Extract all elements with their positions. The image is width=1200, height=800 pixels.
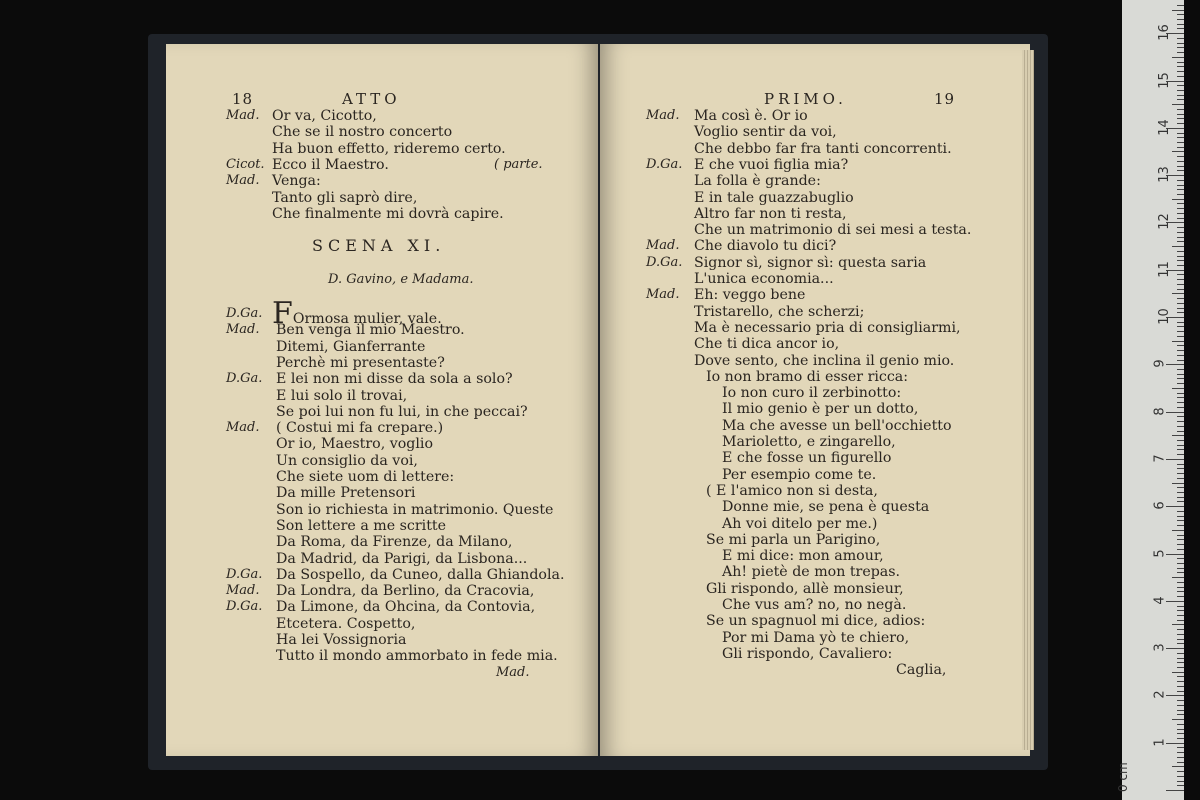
verse-line: Ha lei Vossignoria [276,632,407,648]
ruler-tick [1177,516,1184,517]
verse-line: Che debbo far fra tanti concorrenti. [694,140,952,157]
scene-title: SCENA XI. [312,236,446,255]
verse-line: Etcetera. Cospetto, [276,615,416,632]
ruler-tick [1177,147,1184,148]
ruler-tick [1177,582,1184,583]
ruler-tick [1166,459,1184,460]
verse-line: E che fosse un figurello [722,450,892,467]
ruler-tick [1177,123,1184,124]
ruler-tick [1177,478,1184,479]
ruler-tick [1177,426,1184,427]
verse-line: Che siete uom di lettere: [276,469,455,485]
speaker-label: D.Ga. [226,566,263,582]
ruler-tick [1172,719,1184,720]
verse-line: Da Londra, da Berlino, da Cracovia, [276,583,535,600]
ruler-tick [1177,549,1184,550]
verse-line: E in tale guazzabuglio [694,189,854,206]
running-head: PRIMO. [764,90,847,108]
verse-line: Gli rispondo, allè monsieur, [706,580,904,597]
verse-line: Donne mie, se pena è questa [722,499,930,516]
ruler-tick [1177,620,1184,621]
verse-line: Perchè mi presentaste? [276,354,445,371]
ruler-number: 14 [1156,119,1172,136]
ruler-tick [1177,133,1184,134]
ruler-tick [1172,341,1184,342]
verse-line: Se un spagnuol mi dice, adios: [706,613,926,630]
ruler-tick [1177,686,1184,687]
speaker-label: Mad. [226,173,260,189]
scene-characters: D. Gavino, e Madama. [328,272,474,287]
ruler-tick [1177,383,1184,384]
ruler-tick [1177,185,1184,186]
verse-line: Che vus am? no, no negà. [722,597,907,613]
ruler-tick [1172,10,1184,11]
speaker-label: Mad. [226,583,260,599]
verse-line: Dove sento, che inclina il genio mio. [694,352,955,369]
verse-line: Che diavolo tu dici? [694,238,837,255]
ruler-number: 9 [1152,359,1168,368]
ruler-tick [1166,743,1184,744]
ruler-tick [1166,412,1184,413]
ruler-tick [1177,170,1184,171]
speaker-label: D.Ga. [646,156,683,172]
verse-line: Gli rispondo, Cavaliero: [722,645,893,662]
ruler-tick [1172,435,1184,436]
ruler-tick [1177,445,1184,446]
ruler-tick [1177,752,1184,753]
ruler-tick [1177,705,1184,706]
ruler-tick [1177,213,1184,214]
verse-line: Da Madrid, da Parigi, da Lisbona... [276,550,528,567]
ruler-tick [1177,492,1184,493]
ruler-tick [1177,279,1184,280]
page-number: 18 [232,90,254,108]
ruler-tick [1177,747,1184,748]
ruler-tick [1177,331,1184,332]
ruler-tick [1177,265,1184,266]
ruler-tick [1177,610,1184,611]
verse-line: Che finalmente mi dovrà capire. [272,205,504,222]
ruler-tick [1177,76,1184,77]
drop-cap: F [272,296,293,331]
ruler-tick [1177,369,1184,370]
ruler-tick [1177,634,1184,635]
ruler-tick [1177,5,1184,6]
verse-line: Ma è necessario pria di consigliarmi, [694,319,961,336]
ruler-tick [1177,355,1184,356]
ruler-tick [1177,606,1184,607]
verse-line: Venga: [272,173,321,190]
ruler-tick [1177,591,1184,592]
ruler-tick [1177,232,1184,233]
ruler-tick [1177,587,1184,588]
ruler-tick [1172,766,1184,767]
ruler-tick [1177,208,1184,209]
ruler-tick [1172,151,1184,152]
verse-line: E lui solo il trovai, [276,387,408,404]
ruler-tick [1177,118,1184,119]
verse-line: E lei non mi disse da sola a solo? [276,371,513,388]
verse-line: Per esempio come te. [722,466,877,483]
ruler-tick [1177,710,1184,711]
ruler-tick [1177,454,1184,455]
ruler-tick [1177,19,1184,20]
ruler-tick [1177,729,1184,730]
ruler-tick [1177,643,1184,644]
ruler-tick [1172,199,1184,200]
ruler-tick [1177,241,1184,242]
ruler-tick [1172,57,1184,58]
ruler-tick [1177,468,1184,469]
ruler-tick [1177,473,1184,474]
ruler-tick [1177,563,1184,564]
verse-line: Marioletto, e zingarello, [722,434,896,450]
ruler-tick [1177,440,1184,441]
verse-line: Or va, Cicotto, [272,108,377,124]
ruler-tick [1166,790,1184,791]
verse-line: Tristarello, che scherzi; [694,303,865,320]
ruler-tick [1166,648,1184,649]
ruler-tick [1177,260,1184,261]
ruler-tick [1177,662,1184,663]
ruler-tick [1177,762,1184,763]
ruler-tick [1177,639,1184,640]
speaker-label: D.Ga. [226,371,263,387]
ruler-tick [1177,99,1184,100]
ruler-tick [1172,388,1184,389]
ruler-tick [1177,237,1184,238]
verse-line: Ditemi, Gianferrante [276,338,426,355]
ruler-tick [1177,733,1184,734]
verse-line: Che se il nostro concerto [272,124,453,141]
verse-line: Io non curo il zerbinotto: [722,385,902,402]
ruler-tick [1177,350,1184,351]
ruler-number: 1 [1152,738,1168,747]
catchword: Mad. [496,664,530,680]
verse-line: Ah voi ditelo per me.) [722,515,878,532]
ruler-tick [1177,539,1184,540]
ruler-tick [1177,66,1184,67]
ruler-tick [1172,530,1184,531]
ruler-tick [1177,525,1184,526]
ruler-tick [1177,218,1184,219]
ruler-tick [1177,52,1184,53]
ruler-tick [1177,520,1184,521]
ruler-tick [1177,596,1184,597]
verse-line: Voglio sentir da voi, [694,124,837,141]
ruler-tick [1177,189,1184,190]
ruler-tick [1177,71,1184,72]
ruler-tick [1172,624,1184,625]
verse-line: Che un matrimonio di sei mesi a testa. [694,222,972,239]
ruler-tick [1166,364,1184,365]
ruler-tick [1172,293,1184,294]
verse-line: Io non bramo di esser ricca: [706,368,909,385]
ruler-tick [1177,180,1184,181]
ruler-number: 7 [1152,454,1168,463]
verse-line: Ecco il Maestro. [272,156,389,173]
ruler-number: 13 [1156,166,1172,183]
ruler-tick [1177,326,1184,327]
ruler-number: 16 [1156,24,1172,41]
ruler-number: 2 [1152,690,1168,700]
speaker-label: Cicot. [226,156,265,172]
ruler-number: 15 [1156,71,1172,89]
ruler-tick [1177,194,1184,195]
ruler-tick [1177,397,1184,398]
ruler-tick [1177,298,1184,299]
ruler-tick [1177,24,1184,25]
speaker-label: Mad. [646,108,680,123]
verse-line: Da Limone, da Ohcina, da Contovia, [276,599,536,616]
ruler-tick [1177,714,1184,715]
ruler-tick [1177,776,1184,777]
verse-line: Ah! pietè de mon trepas. [722,564,901,581]
ruler-tick [1172,104,1184,105]
ruler-tick [1177,431,1184,432]
verse-line: Il mio genio è per un dotto, [722,401,919,418]
ruler-tick [1177,724,1184,725]
ruler-tick [1177,308,1184,309]
ruler-tick [1177,374,1184,375]
ruler-tick [1177,757,1184,758]
verse-line: Se poi lui non fu lui, in che peccai? [276,403,528,420]
ruler-tick [1177,114,1184,115]
ruler-number: 5 [1152,548,1168,558]
ruler-tick [1177,142,1184,143]
ruler-number: 4 [1152,596,1168,605]
verse-line: ( Costui mi fa crepare.) [276,420,444,437]
ruler-unit-label: 0 cm [1116,762,1130,792]
ruler-tick [1177,568,1184,569]
ruler-tick [1177,487,1184,488]
catchword: Caglia, [896,662,947,679]
ruler-tick [1177,14,1184,15]
page-number: 19 [934,90,956,108]
ruler-tick [1177,497,1184,498]
ruler-tick [1177,336,1184,337]
ruler-tick [1177,109,1184,110]
speaker-label: Mad. [646,238,680,254]
ruler-tick [1166,554,1184,555]
running-head: ATTO [342,90,401,108]
ruler-tick [1177,251,1184,252]
ruler-tick [1177,43,1184,44]
ruler-tick [1177,464,1184,465]
ruler-tick [1177,785,1184,786]
stage-direction: ( parte. [494,156,543,172]
ruler-tick [1177,312,1184,313]
ruler-tick [1172,246,1184,247]
ruler-tick [1177,781,1184,782]
ruler-tick [1177,322,1184,323]
ruler-tick [1177,572,1184,573]
speaker-label: Mad. [226,420,260,436]
verse-line: Por mi Dama yò te chiero, [722,629,910,646]
verse-line: Ha buon effetto, rideremo certo. [272,140,506,157]
ruler-tick [1177,416,1184,417]
ruler-tick [1177,691,1184,692]
verse-line: Da mille Pretensori [276,485,416,502]
ruler-tick [1177,535,1184,536]
verse-line: Ma che avesse un bell'occhietto [722,417,952,434]
ruler-tick [1177,256,1184,257]
verse-line: Se mi parla un Parigino, [706,531,881,548]
ruler-number: 10 [1156,308,1172,325]
ruler-number: 11 [1156,260,1172,278]
verse-line: Un consiglio da voi, [276,452,418,469]
verse-line: Da Sospello, da Cuneo, dalla Ghiandola. [276,566,565,583]
ruler-tick [1177,615,1184,616]
ruler-tick [1172,577,1184,578]
speaker-label: D.Ga. [226,599,263,615]
ruler-tick [1177,681,1184,682]
ruler-number: 12 [1156,213,1172,231]
ruler-tick [1177,449,1184,450]
ruler-tick [1177,771,1184,772]
verse-line: Son io richiesta in matrimonio. Queste [276,501,554,518]
ruler-tick [1166,695,1184,696]
verse-line: Tanto gli saprò dire, [272,189,418,206]
left-page [166,44,598,756]
verse-line: L'unica economia... [694,271,834,287]
ruler-tick [1177,378,1184,379]
ruler-tick [1177,407,1184,408]
ruler-tick [1177,738,1184,739]
ruler-tick [1177,62,1184,63]
ruler-tick [1177,511,1184,512]
ruler-tick [1177,161,1184,162]
ruler-tick [1177,393,1184,394]
verse-line: Or io, Maestro, voglio [276,436,433,453]
ruler-tick [1177,38,1184,39]
ruler-tick [1177,289,1184,290]
right-page [600,44,1030,756]
ruler-tick [1177,658,1184,659]
ruler-number: 6 [1152,501,1168,510]
verse-line: Son lettere a me scritte [276,517,447,534]
ruler-tick [1177,544,1184,545]
ruler-tick [1177,156,1184,157]
speaker-label: Mad. [226,322,260,338]
ruler-tick [1166,601,1184,602]
ruler-tick [1177,676,1184,677]
ruler-tick [1177,203,1184,204]
verse-line: Ben venga il mio Maestro. [276,322,465,339]
ruler-tick [1177,558,1184,559]
verse-line: E che vuoi figlia mia? [694,156,849,173]
measuring-ruler [1116,0,1184,800]
ruler-tick [1177,85,1184,86]
ruler-tick [1177,402,1184,403]
ruler-tick [1177,421,1184,422]
verse-text: Ormosa mulier, vale. [292,311,442,327]
verse-line: Altro far non ti resta, [694,205,847,222]
ruler-tick [1177,667,1184,668]
speaker-label: D.Ga. [646,254,683,270]
verse-line: E mi dice: mon amour, [722,548,884,565]
ruler-tick [1177,47,1184,48]
ruler-tick [1177,28,1184,29]
ruler-tick [1166,506,1184,507]
ruler-number: 8 [1152,406,1168,416]
page-edges [1022,50,1034,750]
verse-line: ( E l'amico non si desta, [706,482,878,499]
verse-line: Signor sì, signor sì: questa saria [694,254,927,271]
ruler-tick [1177,274,1184,275]
ruler-tick [1177,501,1184,502]
ruler-tick [1177,90,1184,91]
ruler-number: 3 [1152,643,1168,652]
ruler-tick [1177,227,1184,228]
verse-line: Eh: veggo bene [694,287,806,304]
ruler-tick [1177,137,1184,138]
ruler-tick [1177,303,1184,304]
speaker-label: Mad. [226,108,260,123]
ruler-tick [1177,653,1184,654]
ruler-tick [1177,360,1184,361]
verse-line: La folla è grande: [694,173,821,190]
ruler-tick [1177,95,1184,96]
ruler-tick [1177,629,1184,630]
verse-line: Da Roma, da Firenze, da Milano, [276,534,513,551]
ruler-tick [1172,672,1184,673]
verse-line: Tutto il mondo ammorbato in fede mia. [276,648,558,665]
ruler-tick [1177,700,1184,701]
speaker-label: D.Ga. [226,306,263,321]
verse-line: Che ti dica ancor io, [694,336,840,353]
speaker-label: Mad. [646,287,680,303]
ruler-tick [1177,166,1184,167]
ruler-tick [1172,483,1184,484]
ruler-tick [1177,284,1184,285]
verse-line: Ma così è. Or io [694,108,808,124]
ruler-tick [1177,345,1184,346]
